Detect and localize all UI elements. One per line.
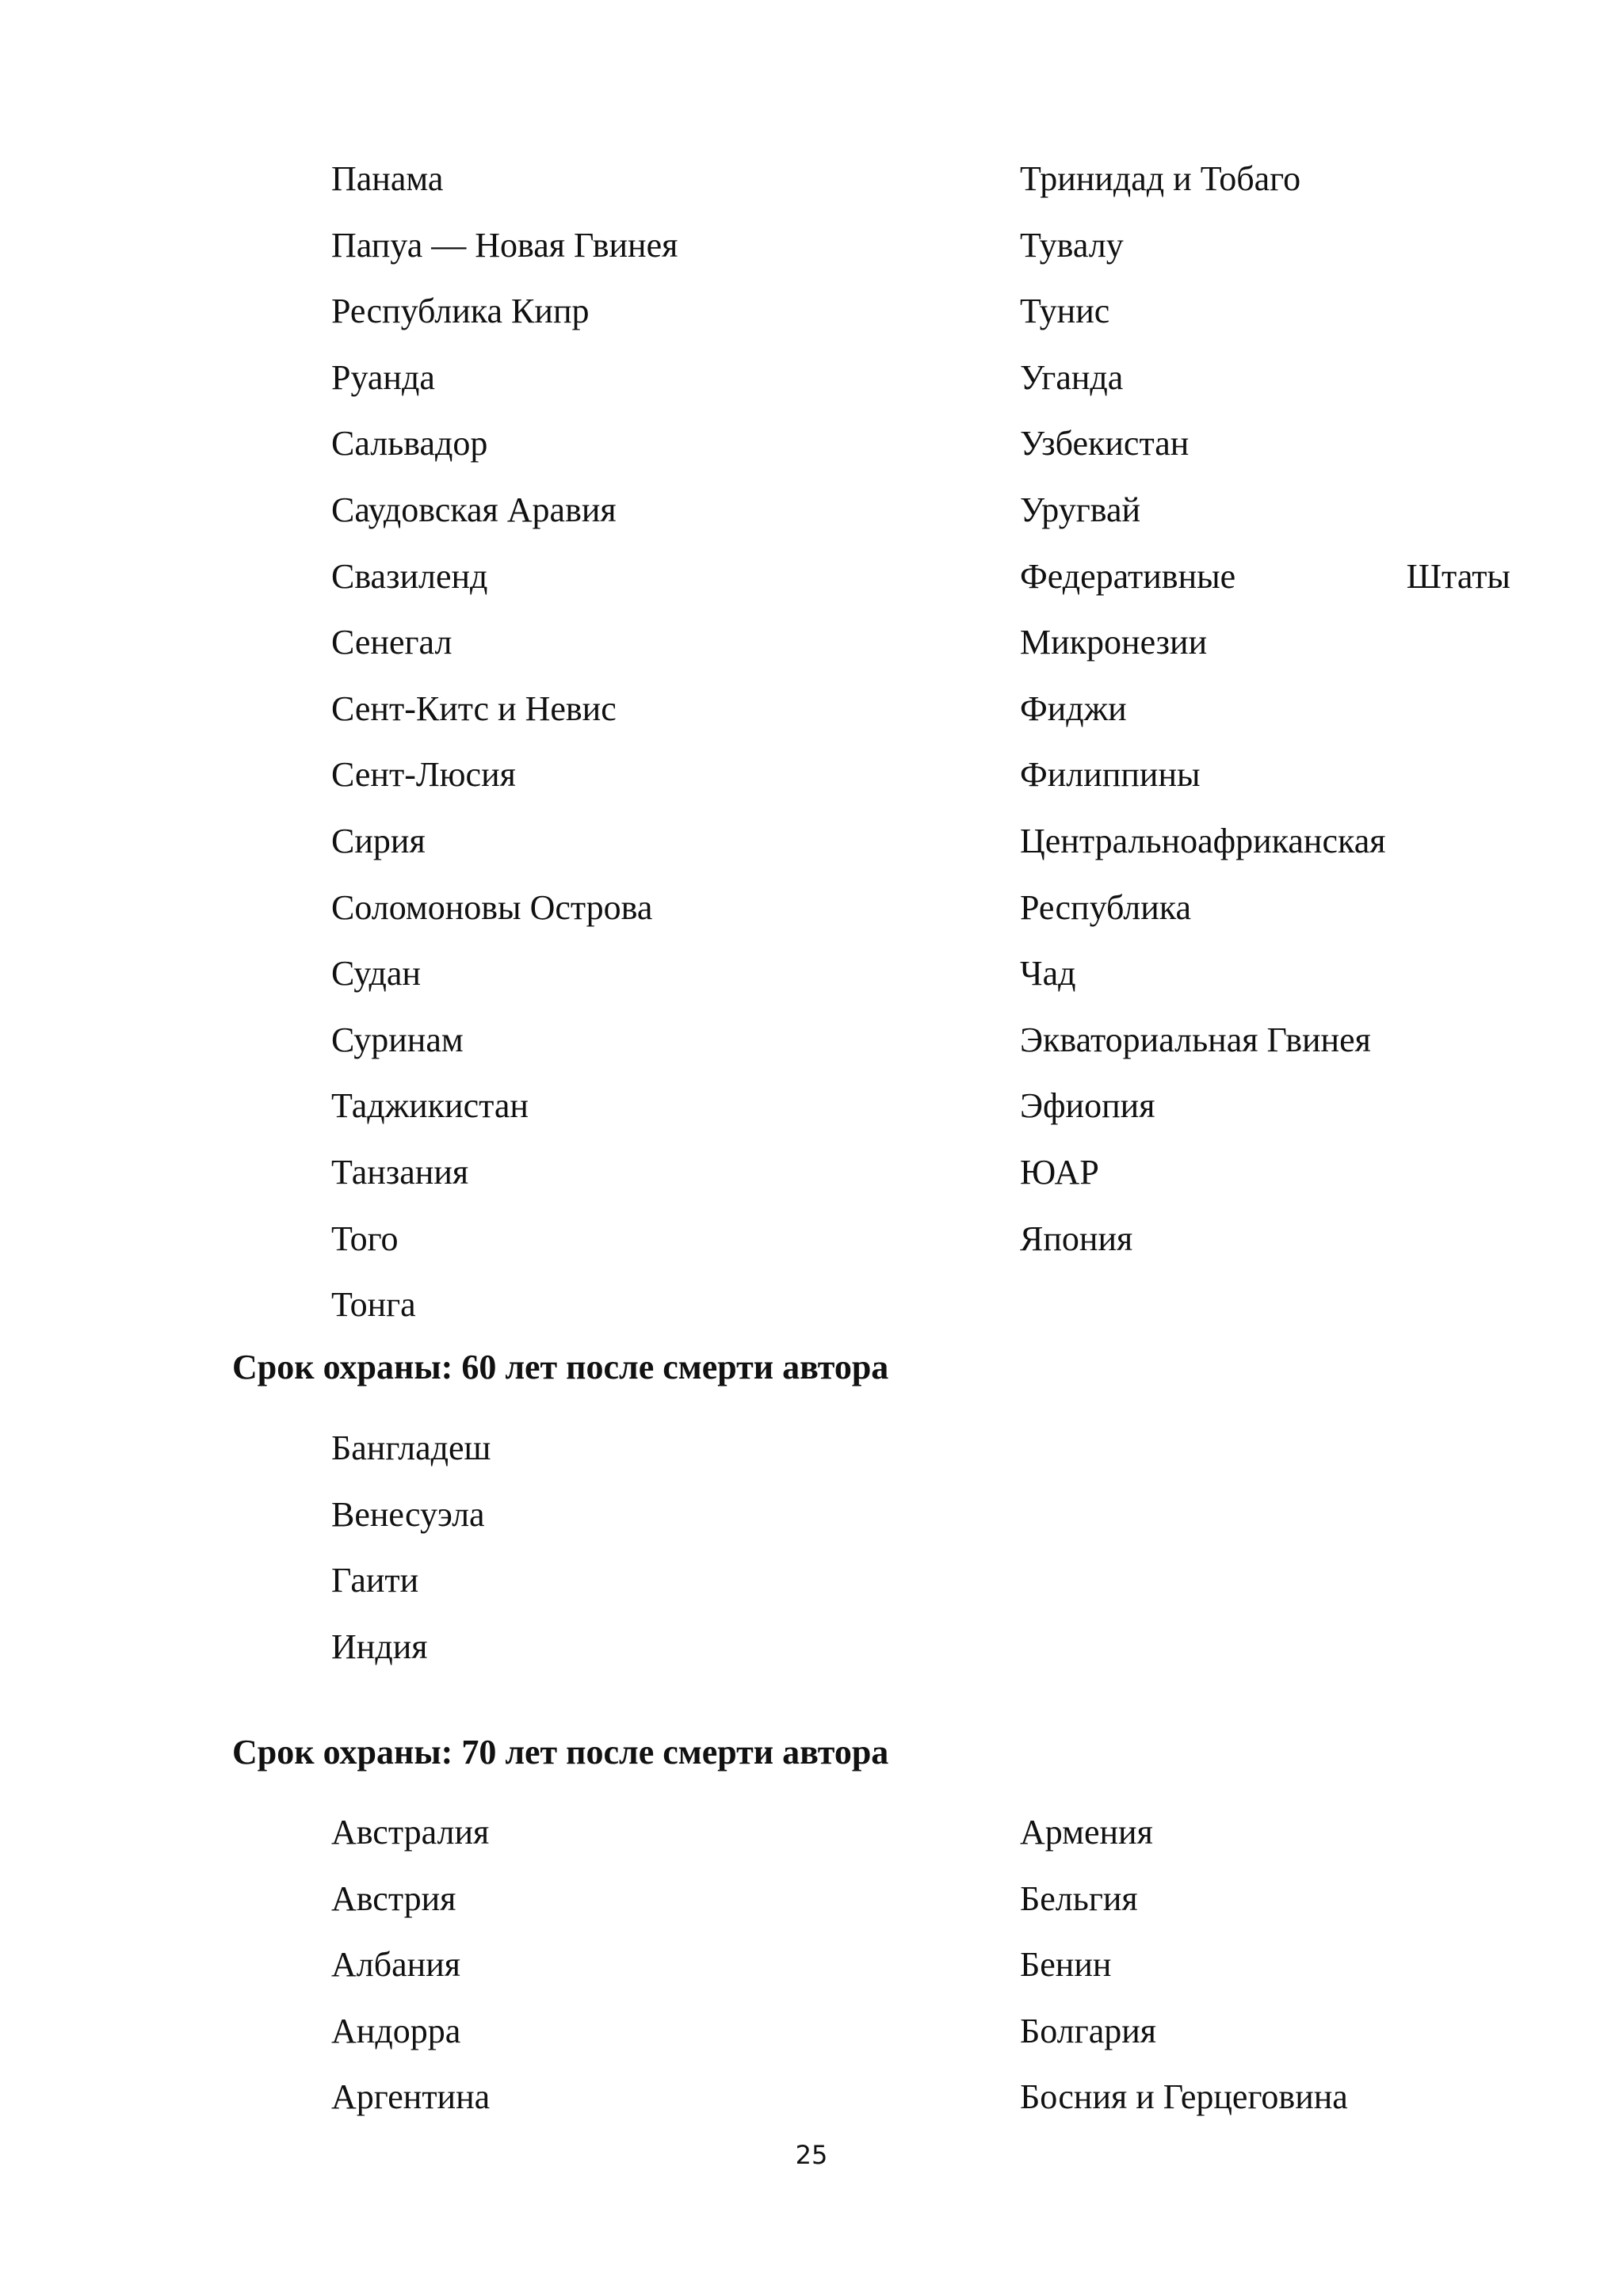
- country-item: Австралия: [331, 1813, 490, 1852]
- country-item: Сент-Люсия: [331, 755, 516, 795]
- country-item: Босния и Герцеговина: [1020, 2077, 1348, 2117]
- country-item: Бельгия: [1020, 1878, 1138, 1918]
- country-item: Соломоновы Острова: [331, 887, 653, 927]
- country-item: Федеративные Штаты: [1020, 556, 1510, 596]
- country-item: Тринидад и Тобаго: [1020, 159, 1301, 198]
- country-item: Саудовская Аравия: [331, 490, 617, 529]
- country-item: Сенегал: [331, 623, 453, 662]
- country-item: Фиджи: [1020, 688, 1127, 728]
- country-item: Бангладеш: [331, 1428, 491, 1467]
- country-item: Болгария: [1020, 2011, 1157, 2050]
- country-item: Уругвай: [1020, 490, 1141, 529]
- country-item: Тувалу: [1020, 225, 1124, 265]
- country-item: Суринам: [331, 1020, 464, 1059]
- country-item: Андорра: [331, 2011, 461, 2050]
- country-item: ЮАР: [1020, 1153, 1099, 1192]
- country-item: Бенин: [1020, 1945, 1112, 1985]
- country-item: Индия: [331, 1627, 428, 1666]
- section-heading-60-years: Срок охраны: 60 лет после смерти автора: [232, 1348, 889, 1386]
- section-heading-70-years: Срок охраны: 70 лет после смерти автора: [232, 1733, 889, 1772]
- country-item: Тонга: [331, 1285, 416, 1325]
- country-item: Республика Кипр: [331, 292, 590, 331]
- country-item: Свазиленд: [331, 556, 488, 596]
- country-item: Австрия: [331, 1878, 456, 1918]
- country-item: Узбекистан: [1020, 424, 1190, 463]
- country-item: Микронезии: [1020, 623, 1208, 662]
- country-item: Сальвадор: [331, 424, 488, 463]
- country-item: Филиппины: [1020, 755, 1201, 795]
- country-item: Сент-Китс и Невис: [331, 688, 617, 728]
- country-item: Тунис: [1020, 292, 1110, 331]
- country-item: Танзания: [331, 1153, 469, 1192]
- country-item: Армения: [1020, 1813, 1153, 1852]
- country-item: Чад: [1020, 954, 1076, 994]
- country-item: Судан: [331, 954, 421, 994]
- country-item: Республика: [1020, 887, 1192, 927]
- country-item: Эфиопия: [1020, 1086, 1155, 1126]
- country-item: Сирия: [331, 822, 426, 860]
- country-item: Панама: [331, 159, 444, 198]
- country-item: Центральноафриканская: [1020, 822, 1386, 860]
- country-item: Экваториальная Гвинея: [1020, 1020, 1371, 1059]
- country-item: Аргентина: [331, 2077, 491, 2117]
- country-item: Албания: [331, 1945, 460, 1985]
- country-item: Уганда: [1020, 357, 1124, 397]
- country-item: Того: [331, 1219, 399, 1258]
- country-item: Папуа — Новая Гвинея: [331, 225, 678, 265]
- page-number: 25: [795, 2140, 828, 2170]
- country-item: Венесуэла: [331, 1494, 485, 1534]
- country-item: Япония: [1020, 1219, 1133, 1258]
- country-item: Таджикистан: [331, 1086, 529, 1126]
- country-item: Руанда: [331, 357, 435, 397]
- country-item: Гаити: [331, 1561, 419, 1600]
